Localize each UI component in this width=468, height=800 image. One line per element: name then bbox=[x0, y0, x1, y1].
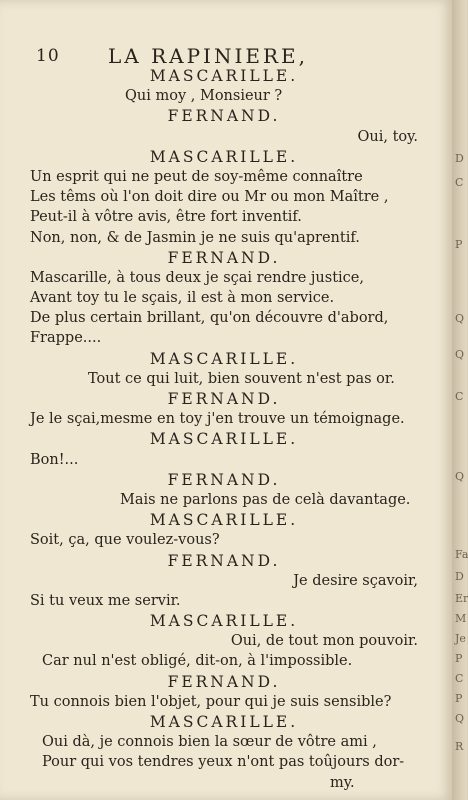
verse-line: Tu connois bien l'objet, pour qui je suis sensible? bbox=[30, 693, 392, 710]
verse-line: Oui, de tout mon pouvoir. bbox=[230, 633, 418, 650]
edge-letter: R bbox=[455, 740, 464, 753]
verse-line: De plus certain brillant, qu'on découvre d'abord, bbox=[30, 310, 389, 327]
edge-letter: M bbox=[455, 612, 467, 625]
page-number: 10 bbox=[36, 46, 60, 66]
verse-line: Je desire sçavoir, bbox=[293, 572, 418, 589]
verse-line: Oui, toy. bbox=[357, 128, 418, 145]
edge-letter: P bbox=[455, 238, 463, 251]
verse-line: Non, non, & de Jasmin je ne suis qu'aprentif. bbox=[30, 229, 360, 246]
edge-letter: C bbox=[455, 672, 464, 685]
verse-line: Si tu veux me servir. bbox=[30, 592, 181, 609]
play-text bbox=[30, 66, 418, 793]
verse-line: Qui moy , Monsieur ? bbox=[125, 88, 283, 105]
speaker-name: MASCARILLE. bbox=[149, 430, 299, 449]
edge-letter: Er bbox=[455, 592, 468, 605]
edge-letter: C bbox=[455, 390, 464, 403]
verse-line: Frappe.... bbox=[30, 330, 102, 347]
edge-letter: Q bbox=[455, 312, 465, 325]
speaker-name: FERNAND. bbox=[167, 390, 281, 408]
edge-letter: Q bbox=[455, 348, 465, 361]
verse-line: Avant toy tu le sçais, il est à mon service. bbox=[30, 290, 335, 307]
verse-line: Tout ce qui luit, bien souvent n'est pas or. bbox=[88, 370, 395, 387]
edge-letter: D bbox=[455, 570, 464, 583]
speaker-name: MASCARILLE. bbox=[149, 147, 299, 166]
facing-page-edge bbox=[452, 0, 467, 800]
verse-line: Pour qui vos tendres yeux n'ont pas toûjours dor- bbox=[42, 754, 405, 771]
page-header bbox=[36, 44, 436, 68]
edge-letter: Je bbox=[455, 632, 466, 645]
edge-letter: D bbox=[455, 152, 464, 165]
edge-letter: P bbox=[455, 692, 463, 705]
verse-line: Peut-il à vôtre avis, être fort inventif. bbox=[30, 209, 302, 226]
edge-letter: Q bbox=[455, 470, 465, 483]
speaker-name: FERNAND. bbox=[167, 551, 281, 570]
verse-line: Les têms où l'on doit dire ou Mr ou mon Maître , bbox=[30, 189, 389, 206]
speaker-name: MASCARILLE. bbox=[149, 713, 299, 731]
verse-line: Un esprit qui ne peut de soy-même connaître bbox=[30, 168, 363, 185]
speaker-name: FERNAND. bbox=[167, 107, 281, 126]
verse-line: my. bbox=[330, 774, 355, 791]
speaker-name: MASCARILLE. bbox=[149, 612, 299, 631]
edge-letter: Q bbox=[455, 712, 465, 725]
edge-letter: C bbox=[455, 176, 464, 189]
speaker-name: FERNAND. bbox=[167, 672, 281, 691]
verse-line: Bon!... bbox=[30, 451, 79, 468]
edge-letter: Fa bbox=[455, 548, 468, 561]
verse-line: Mascarille, à tous deux je sçai rendre justice, bbox=[30, 269, 364, 286]
verse-line: Soit, ça, que voulez-vous? bbox=[30, 532, 220, 549]
verse-line: Car nul n'est obligé, dit-on, à l'impossible. bbox=[42, 653, 353, 670]
verse-line: Mais ne parlons pas de celà davantage. bbox=[120, 491, 411, 508]
speaker-name: MASCARILLE. bbox=[149, 349, 299, 368]
speaker-name: MASCARILLE. bbox=[149, 67, 299, 85]
verse-line: Je le sçai,mesme en toy j'en trouve un témoignage. bbox=[30, 411, 405, 428]
speaker-name: MASCARILLE. bbox=[149, 511, 299, 530]
edge-letter: P bbox=[455, 652, 463, 665]
running-title: LA RAPINIERE, bbox=[108, 44, 308, 68]
speaker-name: FERNAND. bbox=[167, 470, 281, 489]
verse-line: Oui dà, je connois bien la sœur de vôtre ami , bbox=[42, 734, 377, 751]
speaker-name: FERNAND. bbox=[167, 248, 281, 267]
